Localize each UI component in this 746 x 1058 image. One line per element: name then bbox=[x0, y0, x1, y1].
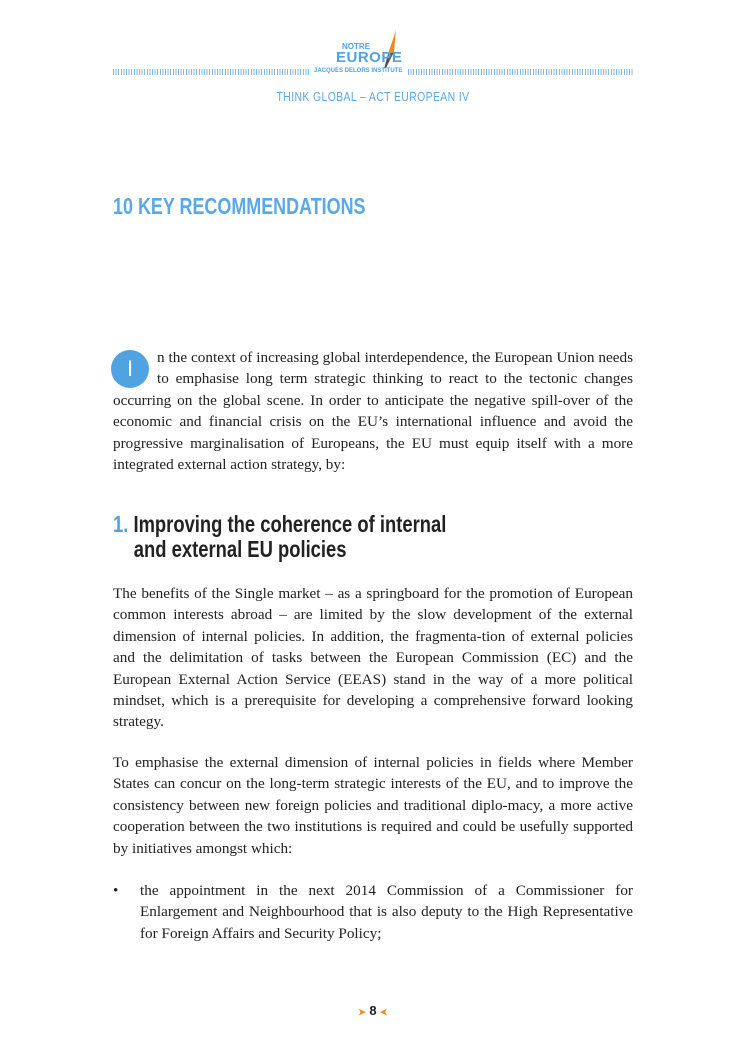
section-heading bbox=[113, 512, 446, 562]
header-rule-right bbox=[408, 69, 633, 75]
logo-text-top: NOTRE bbox=[342, 42, 370, 51]
logo-text-main: EUROPE bbox=[336, 49, 403, 66]
drop-cap: I bbox=[111, 350, 149, 388]
bullet-icon: • bbox=[113, 882, 119, 899]
page-title: 10 KEY RECOMMENDATIONS bbox=[113, 193, 366, 219]
page-number bbox=[0, 1003, 746, 1018]
header-subtitle: THINK GLOBAL – ACT EUROPEAN IV bbox=[276, 89, 470, 104]
body-paragraph: To emphasise the external dimension of internal policies in fields where Member States can concur on the long-term strategic interests of the EU, and to improve the consistency between new foreign policies and traditional diplo-macy, a more active cooperation between the two institutions is required and could be usefully supported by initiatives amongst which: bbox=[113, 754, 633, 857]
arrow-right-icon: ➤ bbox=[358, 1007, 366, 1017]
bullet-item bbox=[113, 880, 633, 944]
section-title-line2: and external EU policies bbox=[133, 536, 347, 562]
arrow-left-icon: ➤ bbox=[380, 1007, 388, 1017]
section-number: 1. bbox=[113, 511, 129, 537]
logo-subtext: JACQUES DELORS INSTITUTE bbox=[314, 68, 403, 74]
bullet-text: the appointment in the next 2014 Commission of a Commissioner for Enlargement and Neighbourhood that is also deputy to the High Representative for Foreign Affairs and Security Policy; bbox=[140, 882, 633, 942]
intro-paragraph bbox=[113, 347, 633, 475]
header-rule-left bbox=[113, 69, 310, 75]
notre-europe-logo bbox=[330, 28, 420, 84]
body-paragraph: The benefits of the Single market – as a springboard for the promotion of European common interests abroad – are limited by the slow development of the external dimension of internal policies. In addition, the fragmenta-tion of external policies and the delimitation of tasks between the European Commission (EC) and the European External Action Service (EEAS) stand in the way of a more political mindset, which is a prerequisite for developing a comprehensive forward looking strategy. bbox=[113, 585, 633, 731]
intro-text: n the context of increasing global interdependence, the European Union needs to emphasise long term strategic thinking to react to the tectonic changes occurring on the global scene. In order to anticipate the negative spill-over of the economic and financial crisis on the EU’s international influence and avoid the progressive marginalisation of Europeans, the EU must equip itself with a more integrated external action strategy, by: bbox=[113, 349, 633, 474]
page-number-text: 8 bbox=[369, 1003, 377, 1018]
section-title-line1: Improving the coherence of internal bbox=[133, 511, 447, 537]
